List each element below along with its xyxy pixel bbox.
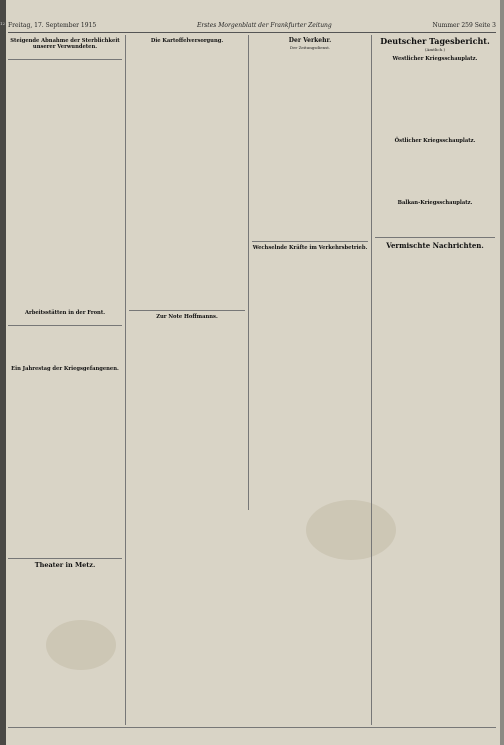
article-body: [8, 318, 122, 322]
divider: [129, 310, 245, 311]
column-rule: [248, 35, 249, 510]
article-body: [375, 64, 495, 68]
article-body: [375, 252, 495, 256]
divider: [375, 237, 495, 238]
newspaper-page: [6, 0, 500, 745]
article-body: [252, 253, 368, 257]
divider: [8, 59, 122, 60]
section-heading: Balkan-Kriegsschauplatz.: [397, 200, 473, 207]
header-issue: Nummer 259 Seite 3: [432, 22, 496, 29]
divider: [8, 325, 122, 326]
paper-stain: [46, 620, 116, 670]
article-heading: Der Verkehr.: [288, 37, 332, 44]
divider: [252, 241, 368, 242]
section-heading: Östlicher Kriegsschauplatz.: [394, 138, 476, 145]
article-heading: Vermischte Nachrichten.: [386, 241, 484, 251]
article-body: [375, 208, 495, 212]
column-rule: [371, 35, 372, 725]
article-body: [375, 146, 495, 150]
section-heading: Westlicher Kriegsschauplatz.: [392, 56, 478, 63]
header-date: Freitag, 17. September 1915: [8, 22, 97, 29]
article-body: [129, 322, 245, 326]
article-body: [8, 52, 122, 56]
column-3: [252, 35, 368, 259]
article-heading: Zur Note Hoffmanns.: [156, 314, 218, 321]
column-1: [8, 35, 122, 570]
column-4: [375, 35, 495, 258]
article-heading: Arbeitsstätten in der Front.: [24, 310, 106, 317]
article-heading: Theater in Metz.: [34, 561, 96, 570]
article-subheading: (Amtlich.): [424, 47, 446, 52]
column-2: [129, 35, 245, 328]
footer-rule: [8, 727, 496, 728]
article-heading: Die Kartoffelversorgung.: [150, 38, 224, 44]
divider: [8, 558, 122, 559]
article-subheading: Der Zeitungsdienst.: [289, 45, 331, 50]
article-body: [252, 52, 368, 56]
article-heading: Steigende Abnahme der Sterblichkeit unserer Verwundeten.: [10, 38, 120, 50]
article-heading: Wechselnde Kräfte im Verkehrsbetrieb.: [252, 245, 368, 252]
article-body: [8, 374, 122, 378]
article-body: [129, 46, 245, 50]
header-publication: Erstes Morgenblatt der Frankfurter Zeitung: [196, 22, 332, 29]
running-header: [8, 22, 496, 33]
article-heading: Ein Jahrestag der Kriegsgefangenen.: [11, 366, 119, 373]
paper-stain: [306, 500, 396, 560]
side-marker-text: 12: [0, 21, 6, 26]
article-heading: Deutscher Tagesbericht.: [380, 36, 490, 46]
column-rule: [125, 35, 126, 725]
